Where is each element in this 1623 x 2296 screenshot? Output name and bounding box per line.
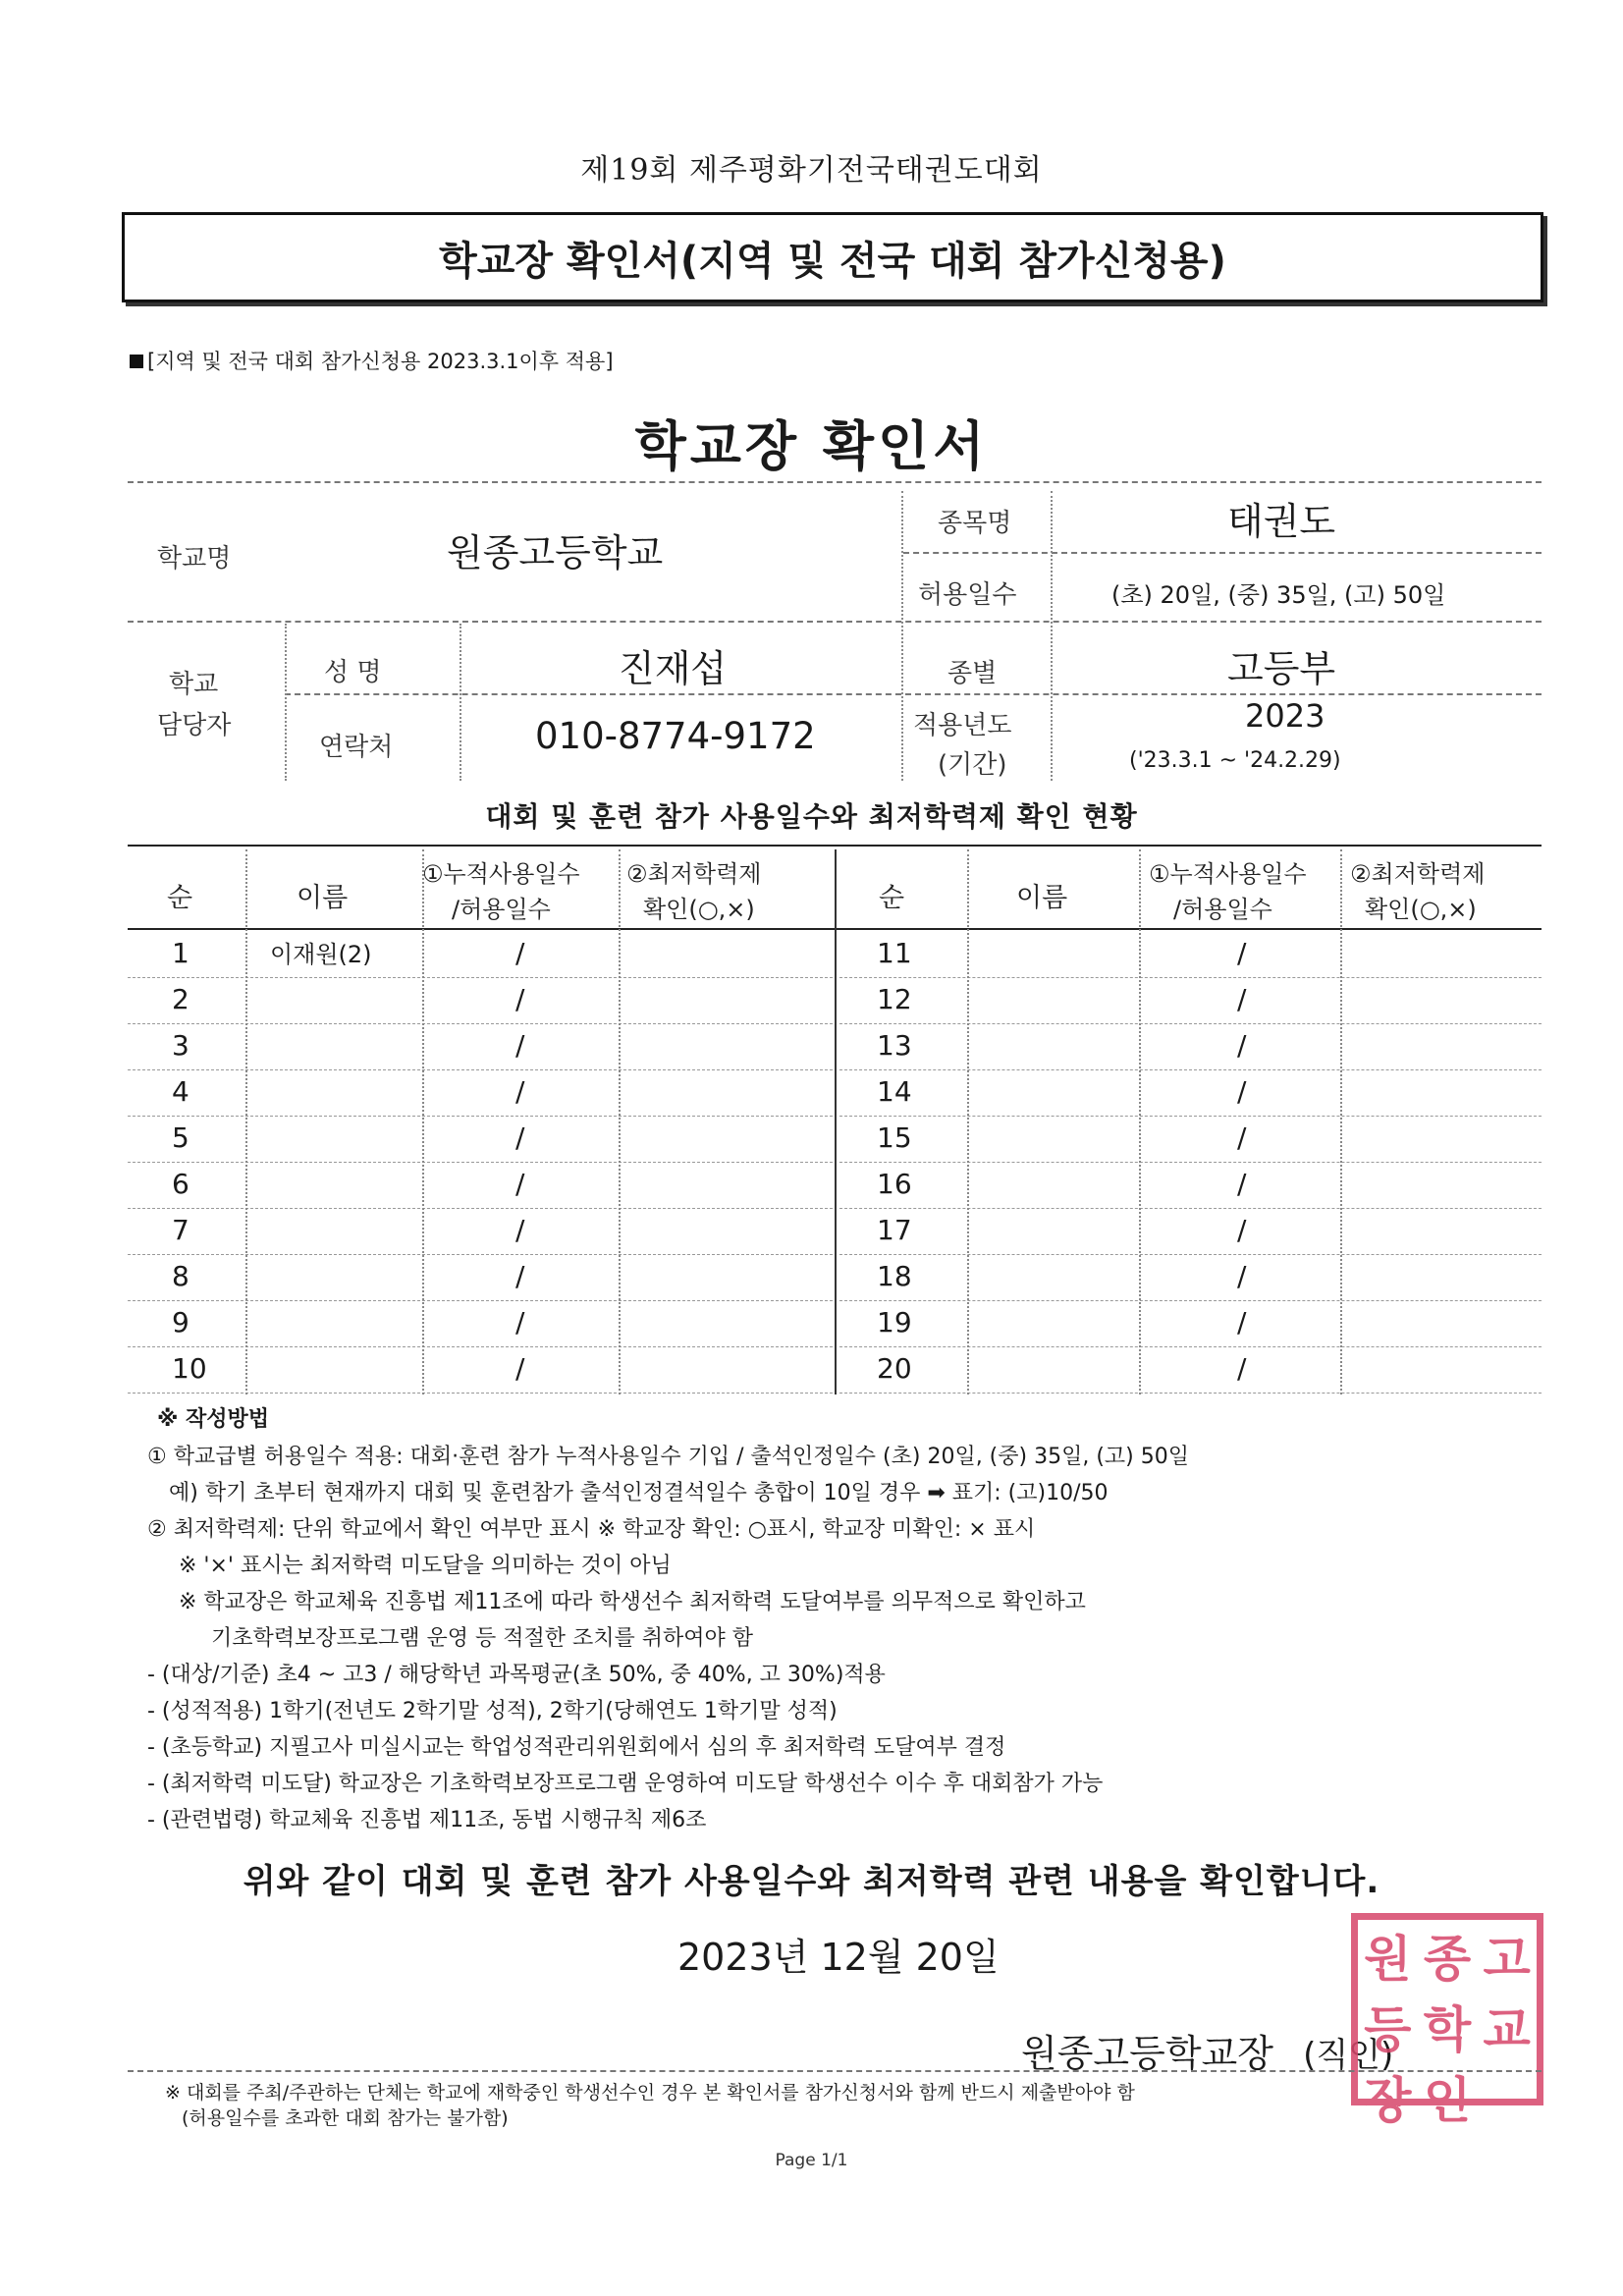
divider <box>1139 849 1141 1394</box>
division-label: 종별 <box>947 659 998 688</box>
applicability-note-text: [지역 및 전국 대회 참가신청용 2023.3.1이후 적용] <box>147 350 614 373</box>
sport-value: 태권도 <box>1227 500 1336 543</box>
divider <box>128 845 1542 847</box>
table-row <box>128 1116 833 1163</box>
row-days: / <box>515 1029 525 1062</box>
instruction-line: ※ '×' 표시는 최저학력 미도달을 의미하는 것이 아님 <box>179 1554 672 1578</box>
table-row <box>128 1069 833 1117</box>
row-number: 15 <box>877 1121 912 1154</box>
row-number: 5 <box>172 1121 189 1154</box>
table-row <box>128 1300 833 1347</box>
row-number: 10 <box>172 1352 207 1385</box>
row-number: 11 <box>877 937 912 969</box>
col-no-header: 순 <box>167 883 193 913</box>
table-row <box>128 1208 833 1255</box>
row-days: / <box>1237 1260 1247 1292</box>
principal-name-text: 원종고등학교장 <box>1021 2032 1273 2075</box>
issue-date: 2023년 12월 20일 <box>677 1936 1000 1979</box>
table-row <box>128 1254 833 1301</box>
row-days: / <box>515 1168 525 1200</box>
divider <box>1340 849 1342 1394</box>
divider <box>835 849 837 1394</box>
divider <box>903 552 1542 554</box>
row-days: / <box>1237 1168 1247 1200</box>
divider <box>128 481 1542 483</box>
year-label-2: (기간) <box>938 750 1007 780</box>
row-number: 6 <box>172 1168 189 1200</box>
divider <box>128 621 1542 623</box>
official-seal <box>1351 1913 1543 2129</box>
col-check-header-2: 확인(○,×) <box>1365 896 1477 923</box>
seal-character: 장 <box>1364 2072 1412 2129</box>
divider <box>460 624 461 781</box>
table-row <box>839 1023 1542 1070</box>
contact-label: 연락처 <box>319 733 394 762</box>
row-number: 19 <box>877 1306 912 1339</box>
instruction-line: ② 최저학력제: 단위 학교에서 확인 여부만 표시 ※ 학교장 확인: ○표시, 학교장 미확인: × 표시 <box>147 1517 1036 1542</box>
year-value: 2023 <box>1245 697 1325 735</box>
table-header-right <box>839 854 1542 923</box>
row-number: 17 <box>877 1214 912 1246</box>
allowed-days-value: (초) 20일, (중) 35일, (고) 50일 <box>1111 581 1446 609</box>
table-row <box>839 1254 1542 1301</box>
row-days: / <box>1237 937 1247 969</box>
table-row <box>128 1346 833 1394</box>
instruction-line: - (초등학교) 지필고사 미실시교는 학업성적관리위원회에서 심의 후 최저학력 도달여부 결정 <box>147 1735 1006 1760</box>
row-days: / <box>515 1075 525 1108</box>
seal-label: (직인) <box>1303 2036 1394 2075</box>
instructions-heading: ※ 작성방법 <box>157 1407 270 1432</box>
divider <box>422 849 424 1394</box>
col-days-header-2: /허용일수 <box>452 896 551 923</box>
row-days: / <box>1237 1214 1247 1246</box>
instruction-line: 기초학력보장프로그램 운영 등 적절한 조치를 취하여야 함 <box>211 1626 754 1651</box>
sport-label: 종목명 <box>938 509 1012 538</box>
row-days: / <box>1237 1306 1247 1339</box>
instruction-line: - (최저학력 미도달) 학교장은 기초학력보장프로그램 운영하여 미도달 학생선수 이수 후 대회참가 가능 <box>147 1772 1104 1796</box>
instruction-line: ※ 학교장은 학교체육 진흥법 제11조에 따라 학생선수 최저학력 도달여부를 의무적으로 확인하고 <box>179 1590 1086 1614</box>
principal-name <box>1021 2023 1393 2077</box>
table-row <box>839 1116 1542 1163</box>
table-row <box>839 1162 1542 1209</box>
table-row <box>839 1069 1542 1117</box>
divider <box>128 2070 1542 2072</box>
seal-character: 종 <box>1423 1931 1472 1988</box>
row-number: 13 <box>877 1029 912 1062</box>
divider <box>967 849 969 1394</box>
table-row <box>128 1162 833 1209</box>
period-value: ('23.3.1 ~ '24.2.29) <box>1129 748 1341 773</box>
page-number: Page 1/1 <box>775 2151 848 2170</box>
confirmation-statement: 위와 같이 대회 및 훈련 참가 사용일수와 최저학력 관련 내용을 확인합니다. <box>243 1862 1380 1901</box>
col-check-header-1: ②최저학력제 <box>1350 860 1486 888</box>
col-days-header-2: /허용일수 <box>1173 896 1272 923</box>
footer-note-2: (허용일수를 초과한 대회 참가는 불가함) <box>182 2107 509 2129</box>
row-days: / <box>1237 1075 1247 1108</box>
row-number: 12 <box>877 983 912 1015</box>
table-row <box>128 977 833 1024</box>
seal-character: 고 <box>1483 1931 1531 1988</box>
instruction-line: - (대상/기준) 초4 ~ 고3 / 해당학년 과목평균(초 50%, 중 40%, 고 30%)적용 <box>147 1663 886 1687</box>
table-header-left <box>128 854 833 923</box>
table-row <box>128 931 833 978</box>
row-days: / <box>515 1352 525 1385</box>
school-label: 학교명 <box>157 544 232 574</box>
seal-character: 교 <box>1483 2001 1531 2058</box>
table-row <box>839 977 1542 1024</box>
col-name-header: 이름 <box>1016 883 1068 913</box>
allowed-days-label: 허용일수 <box>918 580 1017 610</box>
table-row <box>839 1346 1542 1394</box>
row-number: 2 <box>172 983 189 1015</box>
seal-character: 인 <box>1423 2072 1472 2129</box>
seal-character: 등 <box>1364 2001 1412 2058</box>
divider <box>619 849 621 1394</box>
contact-value: 010-8774-9172 <box>535 715 816 757</box>
row-number: 16 <box>877 1168 912 1200</box>
division-value: 고등부 <box>1227 647 1336 690</box>
form-title: 학교장 확인서(지역 및 전국 대회 참가신청용) <box>439 238 1226 284</box>
row-days: / <box>515 1214 525 1246</box>
col-no-header: 순 <box>879 883 905 913</box>
applicability-note <box>130 346 614 375</box>
divider <box>1051 491 1053 781</box>
row-days: / <box>1237 1121 1247 1154</box>
row-number: 20 <box>877 1352 912 1385</box>
col-days-header-1: ①누적사용일수 <box>1149 860 1307 888</box>
table-row <box>839 1300 1542 1347</box>
row-days: / <box>1237 1029 1247 1062</box>
table-row <box>839 931 1542 978</box>
divider <box>285 693 1542 695</box>
row-days: / <box>1237 1352 1247 1385</box>
row-days: / <box>515 1306 525 1339</box>
row-number: 1 <box>172 937 189 969</box>
row-name: 이재원(2) <box>270 941 372 968</box>
form-title-box <box>122 212 1543 302</box>
main-title: 학교장 확인서 <box>634 415 989 477</box>
instruction-line: ① 학교급별 허용일수 적용: 대회·훈련 참가 누적사용일수 기입 / 출석인정일수 (초) 20일, (중) 35일, (고) 50일 <box>147 1445 1189 1469</box>
divider <box>245 849 247 1394</box>
instruction-line: - (성적적용) 1학기(전년도 2학기말 성적), 2학기(당해연도 1학기말 성적) <box>147 1699 838 1723</box>
col-check-header-1: ②최저학력제 <box>626 860 762 888</box>
square-bullet-icon <box>130 355 143 368</box>
divider <box>285 624 287 781</box>
name-label: 성 명 <box>324 658 382 687</box>
row-days: / <box>515 983 525 1015</box>
col-days-header-1: ①누적사용일수 <box>422 860 580 888</box>
col-check-header-2: 확인(○,×) <box>643 896 755 923</box>
row-number: 18 <box>877 1260 912 1292</box>
row-days: / <box>515 1121 525 1154</box>
seal-character: 원 <box>1364 1931 1412 1988</box>
col-name-header: 이름 <box>297 883 349 913</box>
table-heading: 대회 및 훈련 참가 사용일수와 최저학력제 확인 현황 <box>485 800 1138 833</box>
instruction-line: 예) 학기 초부터 현재까지 대회 및 훈련참가 출석인정결석일수 총합이 10일 경우 ➡ 표기: (고)10/50 <box>169 1481 1109 1505</box>
row-number: 8 <box>172 1260 189 1292</box>
instruction-line: - (관련법령) 학교체육 진흥법 제11조, 동법 시행규칙 제6조 <box>147 1808 707 1832</box>
year-label-1: 적용년도 <box>913 711 1012 740</box>
row-days: / <box>515 1260 525 1292</box>
row-days: / <box>1237 983 1247 1015</box>
footer-note-1: ※ 대회를 주최/주관하는 단체는 학교에 재학중인 학생선수인 경우 본 확인서를 참가신청서와 함께 반드시 제출받아야 함 <box>165 2082 1135 2104</box>
row-days: / <box>515 937 525 969</box>
event-title: 제19회 제주평화기전국태권도대회 <box>580 153 1043 188</box>
manager-label-1: 학교 <box>169 670 219 699</box>
row-number: 14 <box>877 1075 912 1108</box>
row-number: 3 <box>172 1029 189 1062</box>
row-number: 7 <box>172 1214 189 1246</box>
table-row <box>839 1208 1542 1255</box>
name-value: 진재섭 <box>619 647 728 690</box>
manager-label-2: 담당자 <box>157 711 232 740</box>
row-number: 9 <box>172 1306 189 1339</box>
row-number: 4 <box>172 1075 189 1108</box>
table-row <box>128 1023 833 1070</box>
school-value: 원종고등학교 <box>447 531 664 574</box>
seal-character: 학 <box>1423 2001 1472 2058</box>
divider <box>901 491 903 781</box>
